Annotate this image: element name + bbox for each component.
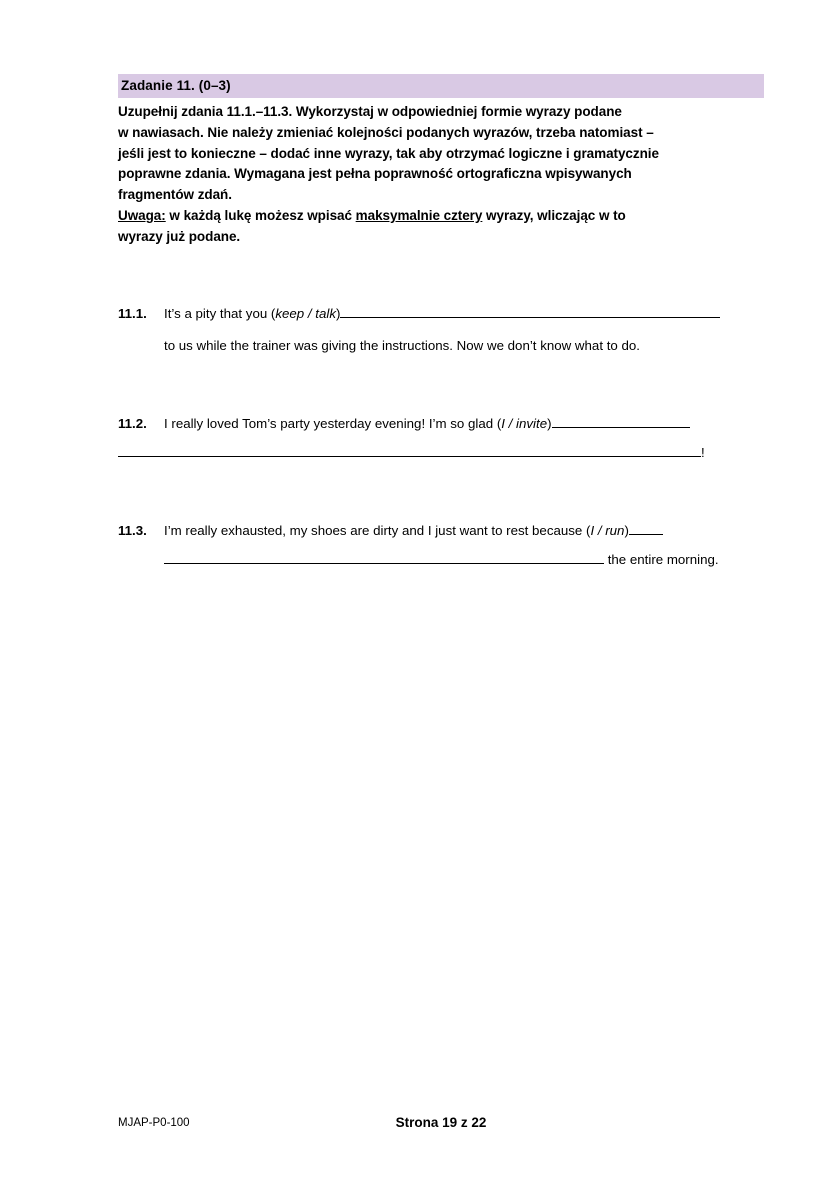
answer-blank-continued[interactable] — [118, 442, 701, 457]
item-prompt-words: I / run — [590, 522, 625, 538]
answer-blank[interactable] — [629, 521, 663, 535]
instruction-line-4: poprawne zdania. Wymagana jest pełna poprawność ortograficzna wpisywanych — [118, 166, 632, 182]
item-text-before: I’m really exhausted, my shoes are dirty and I just want to rest because ( — [164, 522, 591, 538]
item-prompt-words: I / invite — [501, 415, 548, 431]
instruction-line-1: Uzupełnij zdania 11.1.–11.3. Wykorzystaj w odpowiedniej formie wyrazy podane — [118, 104, 622, 119]
answer-blank[interactable] — [552, 414, 690, 428]
task-instructions — [118, 102, 764, 248]
note-underlined: maksymalnie cztery — [355, 207, 483, 223]
answer-blank[interactable] — [340, 304, 720, 318]
instruction-line-3: jeśli jest to konieczne – dodać inne wyrazy, tak aby otrzymać logiczne i gramatycznie — [118, 145, 659, 161]
item-number: 11.2. — [118, 415, 147, 431]
item-body — [164, 414, 764, 463]
item-text-before: It’s a pity that you ( — [164, 305, 276, 321]
note-part-1: w każdą lukę możesz wpisać — [165, 207, 356, 223]
item-text-after: ) — [624, 522, 629, 538]
item-text-after: ) — [335, 305, 341, 321]
item-continuation-end: the entire morning. — [607, 551, 719, 567]
instruction-line-2: w nawiasach. Nie należy zmieniać kolejności podanych wyrazów, trzeba natomiast – — [118, 124, 654, 140]
item-continuation-end: ! — [701, 444, 705, 460]
note-line-2: wyrazy już podane. — [118, 228, 241, 244]
item-continuation-row — [164, 442, 764, 463]
note-part-2: wyrazy, wliczając w to — [482, 207, 626, 223]
page-content — [118, 74, 764, 570]
footer-page-number: Strona 19 z 22 — [395, 1115, 487, 1130]
task-item-11-3 — [118, 521, 764, 570]
task-header: Zadanie 11. (0–3) — [118, 74, 764, 98]
task-item-11-2 — [118, 414, 764, 463]
page-footer — [118, 1117, 764, 1137]
item-prompt-words: keep / talk — [275, 305, 336, 321]
item-body — [164, 521, 764, 570]
item-number: 11.3. — [118, 522, 147, 538]
task-item-11-1 — [118, 304, 764, 356]
instruction-line-5: fragmentów zdań. — [118, 187, 232, 203]
item-body — [164, 304, 764, 356]
footer-exam-code: MJAP-P0-100 — [118, 1117, 190, 1129]
item-text-before: I really loved Tom’s party yesterday evening! I’m so glad ( — [164, 415, 502, 431]
item-continuation: to us while the trainer was giving the instructions. Now we don’t know what to do. — [164, 337, 640, 353]
answer-blank-continued[interactable] — [164, 549, 604, 564]
item-continuation-row — [164, 549, 764, 570]
task-items — [118, 304, 764, 570]
item-text-after: ) — [547, 415, 552, 431]
note-label: Uwaga: — [118, 207, 166, 223]
item-number: 11.1. — [118, 305, 147, 321]
